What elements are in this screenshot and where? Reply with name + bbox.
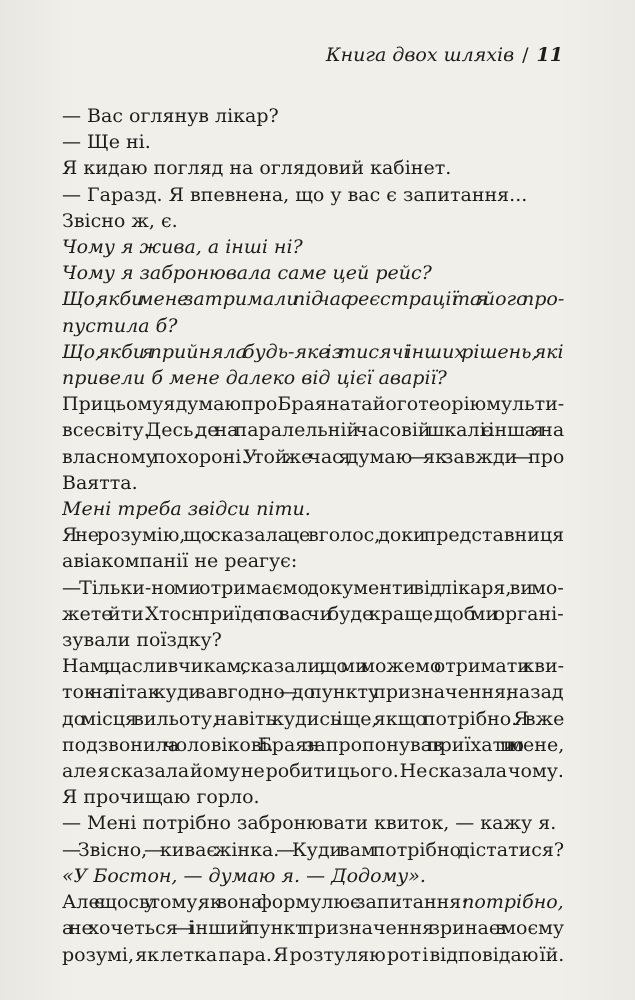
text-line <box>62 417 564 443</box>
line-text-roman: Але є щось у тому, як вона формулює запитання: <box>62 891 463 914</box>
text-line <box>62 182 564 208</box>
header-separator: / <box>522 44 529 66</box>
text-line <box>62 758 564 784</box>
line-text: Нам, щасливчикам, сказали, що ми можемо отримати кви- <box>62 655 564 678</box>
text-line <box>62 103 564 129</box>
line-text: Чому я забронювала саме цей рейс? <box>62 262 432 285</box>
line-text: ток на літак куди завгодно — до пункту призначення, назад <box>62 681 564 704</box>
line-text: — Вас оглянув лікар? <box>62 105 279 127</box>
text-line <box>62 706 564 732</box>
line-text: власному похороні. У той же час я думаю — як завжди — про <box>62 445 564 468</box>
text-line <box>62 837 564 863</box>
text-line <box>62 129 564 155</box>
text-line <box>62 653 564 679</box>
text-line <box>62 522 564 548</box>
text-line <box>62 234 564 260</box>
text-line <box>62 915 564 941</box>
text-line <box>62 496 564 522</box>
line-text: всесвіту. Десь, де на паралельній часовій шкалі є інша я на <box>62 419 564 442</box>
line-text: зували поїздку? <box>62 629 222 652</box>
line-text: «У Бостон, — думаю я. — Додому». <box>62 864 426 887</box>
text-line <box>62 889 564 915</box>
line-text: Я кидаю погляд на оглядовий кабінет. <box>62 157 452 180</box>
text-line <box>62 208 564 234</box>
line-text: Чому я жива, а інші ні? <box>62 236 303 259</box>
text-line <box>62 810 564 836</box>
line-text: пустила б? <box>62 314 178 337</box>
text-line <box>62 784 564 810</box>
running-head <box>326 44 563 66</box>
line-text: Що, якби я прийняла будь-яке із тисячі інших рішень, які <box>62 340 564 363</box>
line-text-italic: потрібно, <box>462 891 564 914</box>
text-line <box>62 391 564 417</box>
line-text: — Тільки-но ми отримаємо документи від лікаря, ви мо- <box>62 576 564 599</box>
text-line <box>62 627 564 653</box>
text-line <box>62 260 564 286</box>
text-line <box>62 679 564 705</box>
line-text: — Ще ні. <box>62 131 151 154</box>
text-line <box>62 548 564 574</box>
line-text: — Гаразд. Я впевнена, що у вас є запитання... <box>62 183 528 206</box>
line-text: а не хочеться — і інший пункт призначення зринає в моєму <box>62 917 564 940</box>
line-text: Мені треба звідси піти. <box>62 498 311 521</box>
text-line <box>62 155 564 181</box>
text-line <box>62 286 564 312</box>
text-line <box>62 444 564 470</box>
line-text: жете йти. Хтось приїде по вас чи буде краще, щоб ми органі- <box>62 602 564 625</box>
line-text: Звісно ж, є. <box>62 209 178 232</box>
line-text: — Звісно, — киває жінка. — Куди вам потрібно дістатися? <box>62 838 564 861</box>
text-line <box>62 313 564 339</box>
line-text: до місця вильоту, навіть кудись іще, якщо потрібно. Я вже <box>62 707 564 730</box>
text-line <box>62 575 564 601</box>
line-text: розумі, як летка пара. Я розтуляю рот і відповідаю їй. <box>62 943 564 966</box>
line-text: Що, якби мене затримали під час реєстрації та я його про- <box>62 288 564 311</box>
line-text: але я сказала йому не робити цього. Не сказала чому. <box>62 760 564 783</box>
line-text: авіакомпанії не реагує: <box>62 550 298 573</box>
text-line <box>62 339 564 365</box>
text-line <box>62 732 564 758</box>
line-text: привели б мене далеко від цієї аварії? <box>62 367 447 390</box>
line-text: Я не розумію, що сказала це вголос, доки представниця <box>62 524 564 547</box>
text-line <box>62 365 564 391</box>
text-line <box>62 601 564 627</box>
text-line <box>62 863 564 889</box>
book-title: Книга двох шляхів <box>325 44 515 66</box>
line-text: подзвонила чоловікові. Браян запропонував приїхати по мене, <box>62 733 564 756</box>
body-text <box>62 103 564 968</box>
page-number: 11 <box>536 44 563 66</box>
text-line <box>62 470 564 496</box>
line-text: Я прочищаю горло. <box>62 786 260 809</box>
line-text: — Мені потрібно забронювати квиток, — кажу я. <box>62 812 557 835</box>
text-line <box>62 942 564 968</box>
line-text: Ваятта. <box>62 471 138 494</box>
line-text: При цьому я думаю про Браяна та його теорію мульти- <box>62 393 564 416</box>
